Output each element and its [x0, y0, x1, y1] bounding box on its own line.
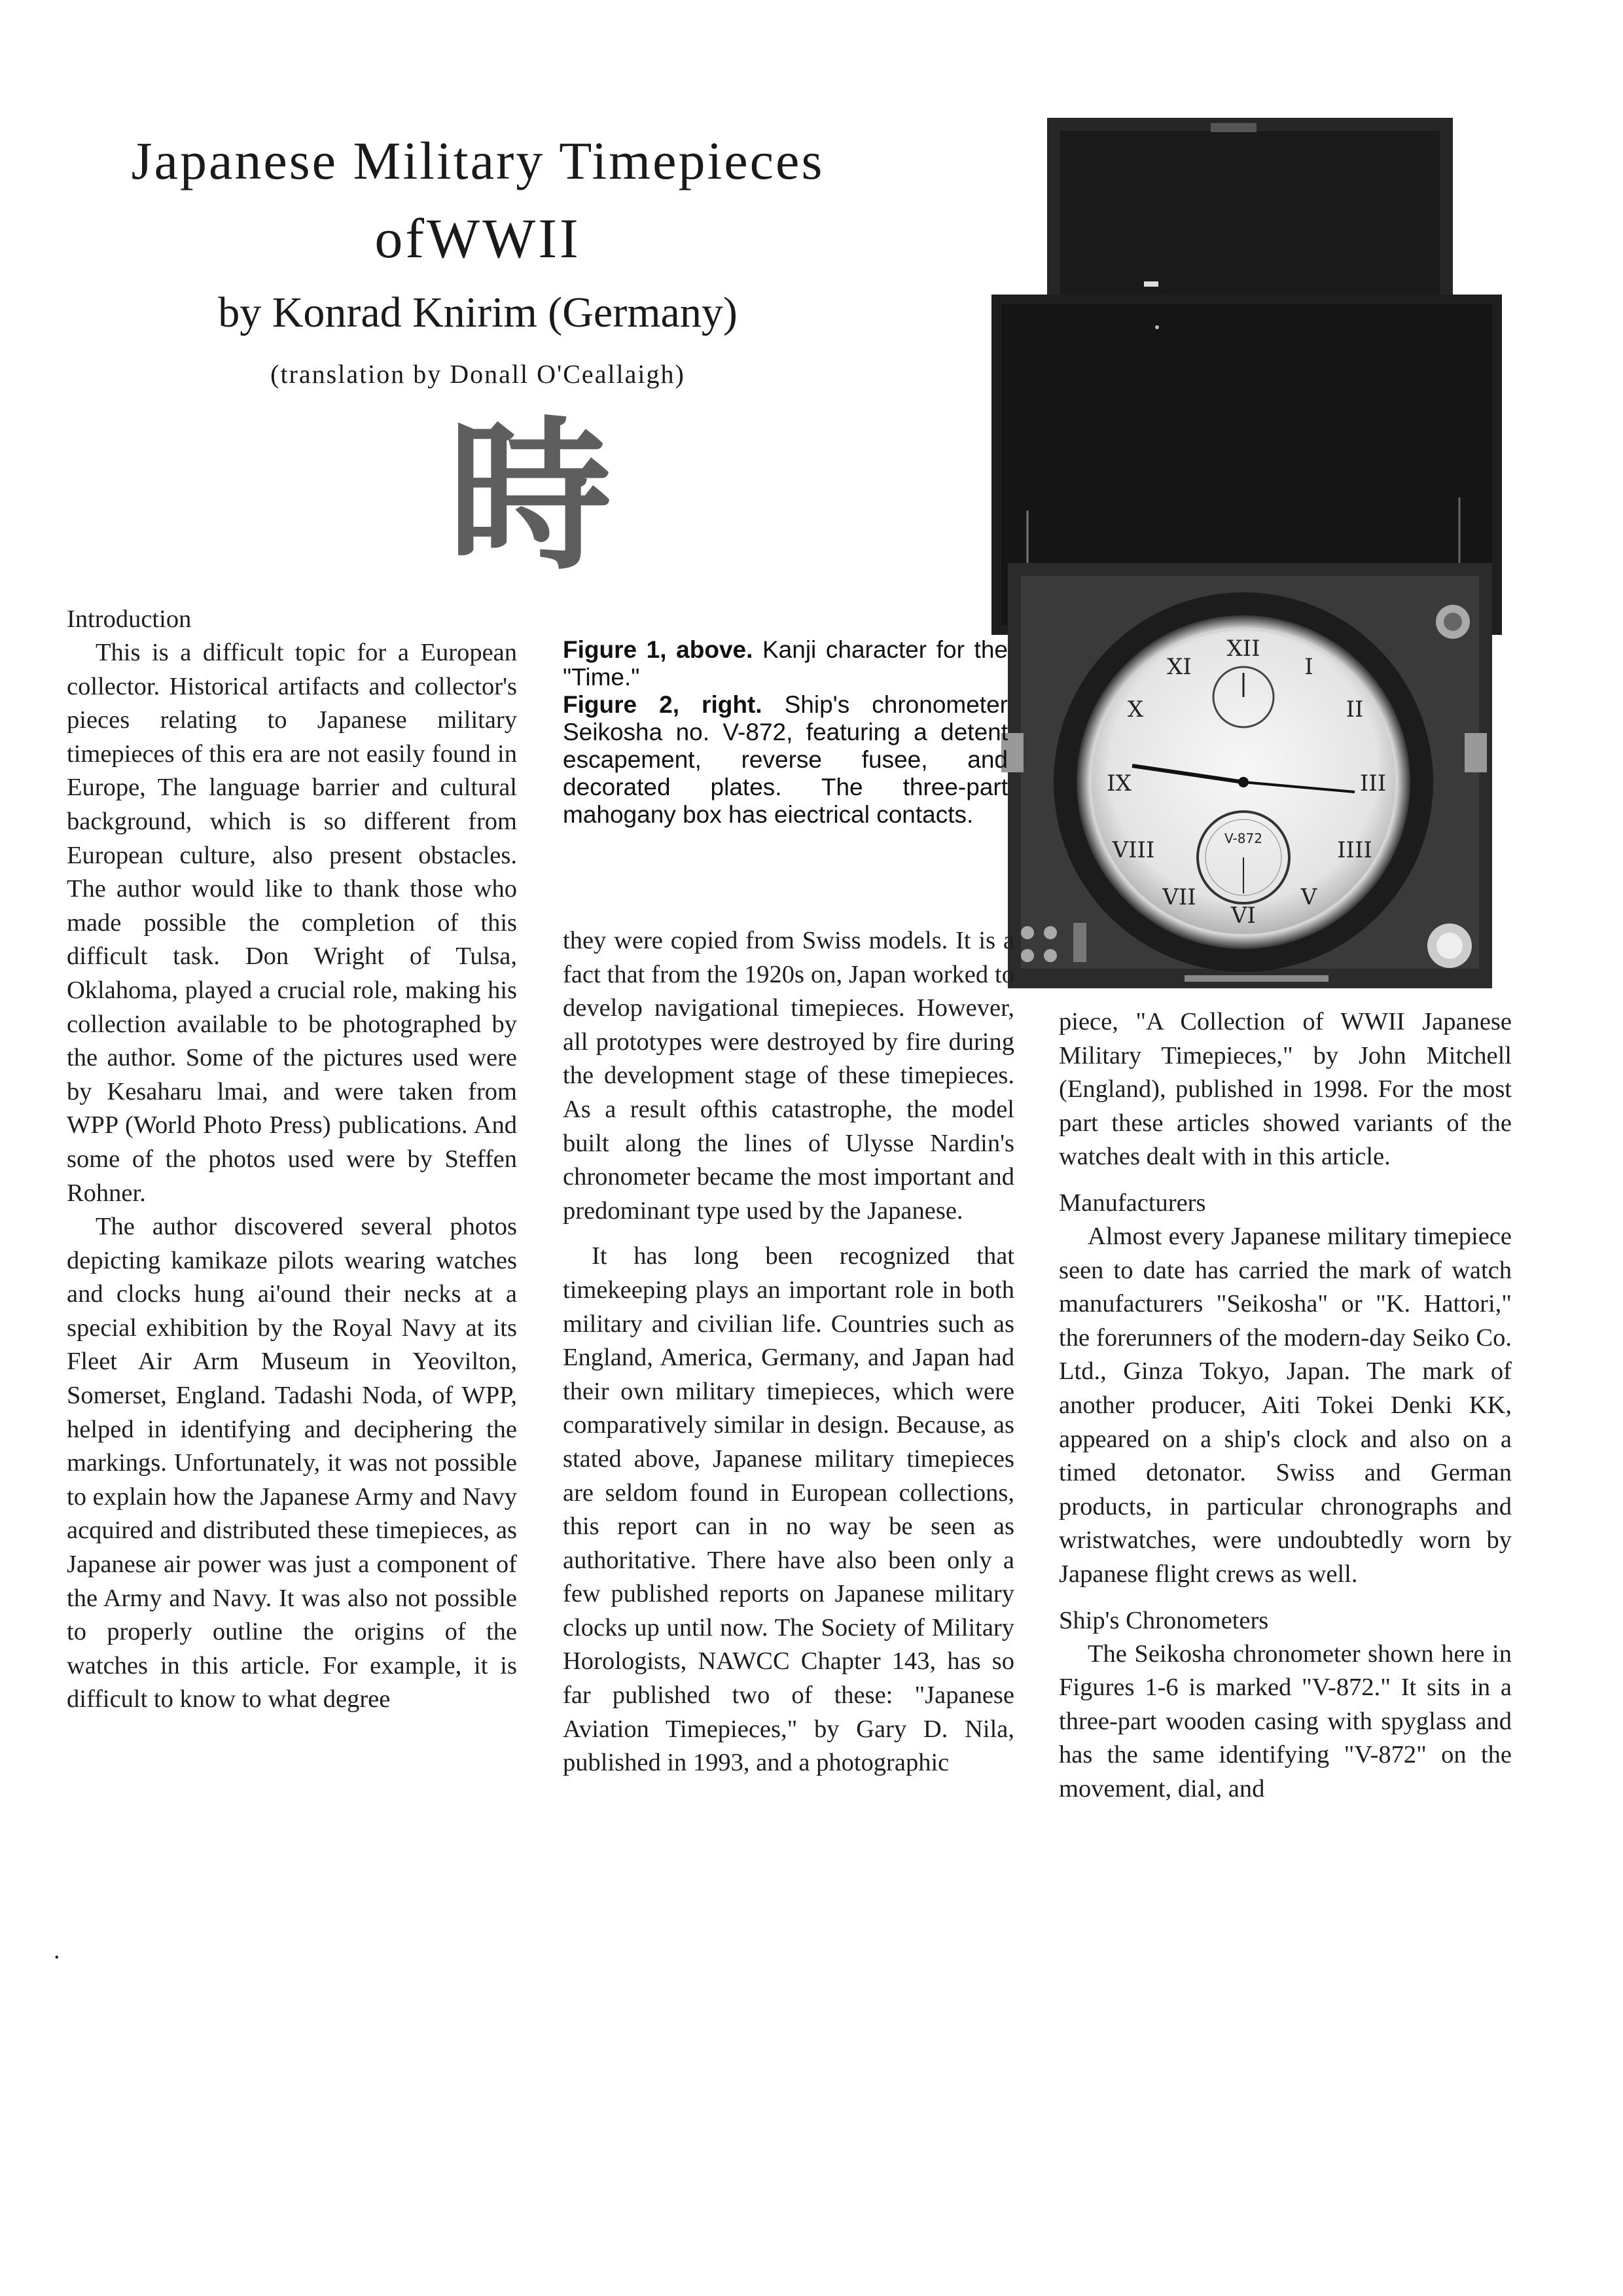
intro-paragraph-2: The author discovered several photos depicting kamikaze pilots wearing watches and clocks hung ai'ound their necks at a special exhibition by the Royal Navy at its Fleet Air Arm Museum in Yeovilton, Somerset, England. Tadashi Noda, of WPP, helped in identifying and deciphering the markings. Unfortunately, it was not possible to explain how the Japanese Army and Navy acquired and distributed these timepieces, as Japanese air power was just a component of the Army and Navy. It was also not possible to properly outline the origins of the watches in this article. For example, it is difficult to know to what degree: [67, 1213, 517, 1713]
svg-text:II: II: [1346, 696, 1364, 723]
svg-text:IX: IX: [1107, 770, 1132, 797]
col2-paragraph-2: It has long been recognized that timekeeping plays an important role in both military and civilian life. Countries such as England, America, Germany, and Japan had their own military timepieces, which were comparatively similar in design. Because, as stated above, Japanese military timepieces are seldom found in European collections, this report can in no way be seen as authoritative. There have also been only a few published reports on Japanese military clocks up until now. The Society of Military Horologists, NAWCC Chapter 143, has so far published two of these: "Japanese Aviation Timepieces," by Gary D. Nila, published in 1993, and a photographic: [563, 1242, 1014, 1777]
svg-text:VII: VII: [1162, 884, 1196, 910]
col3-paragraph-1: piece, "A Collection of WWII Japanese Military Timepieces," by John Mitchell (England), published in 1998. For the most part these articles showed variants of the watches dealt with in this article.: [1059, 1008, 1512, 1171]
intro-paragraph-1: This is a difficult topic for a European collector. Historical artifacts and collector's pieces relating to Japanese military timepieces of this era are not easily found in Europe, The language barrier and cultural background, which is so different from European culture, also present obstacles. The author would like to thank those who made possible the completion of this difficult task. Don Wright of Tulsa, Oklahoma, played a crucial role, making his collection available to be photographed by the author. Some of the pictures used were by Kesaharu lmai, and were taken from WPP (World Photo Press) publications. And some of the photos used were by Steffen Rohner.: [67, 639, 517, 1207]
chronometers-paragraph: The Seikosha chronometer shown here in Figures 1-6 is marked "V-872." It sits in a three-part wooden casing with spyglass and has the same identifying "V-872" on the movement, dial, and: [1059, 1640, 1512, 1803]
svg-text:X: X: [1127, 696, 1144, 723]
kanji-time-figure: 時: [448, 402, 612, 592]
introduction-heading: Introduction: [67, 605, 192, 633]
figure-caption: [563, 636, 1008, 829]
manufacturers-paragraph: Almost every Japanese military timepiece seen to date has carried the mark of watch manufacturers "Seikosha" or "K. Hattori," the forerunners of the modern-day Seiko Co. Ltd., Ginza Tokyo, Japan. The mark of another producer, Aiti Tokei Denki KK, appeared on a ship's clock and also on a timed detonator. Swiss and German products, in particular chronographs and wristwatches, were undoubtedly worn by Japanese flight crews as well.: [1059, 1222, 1512, 1588]
article-title-line2: ofWWII: [374, 207, 581, 270]
figure1-label: Figure 1, above.: [563, 636, 753, 663]
dial-label: V-872: [1224, 831, 1262, 846]
article-title-line1: Japanese Military Timepieces: [131, 131, 825, 190]
column-3: [1059, 1005, 1512, 1806]
byline: by Konrad Knirim (Germany): [218, 289, 738, 336]
svg-text:XI: XI: [1167, 654, 1192, 680]
figure2-text: Ship's chronometer Seikosha no. V-872, featuring a detent escapement, reverse fusee, and decorated plates. The three-part mahogany box has eiectrical contacts.: [563, 691, 1008, 828]
figure1-text: Kanji character for the "Time.": [563, 636, 1008, 691]
translation-credit: (translation by Donall O'Ceallaigh): [270, 359, 685, 389]
svg-text:VIII: VIII: [1112, 837, 1155, 863]
col2-paragraph-1: they were copied from Swiss models. It is a fact that from the 1920s on, Japan worked to develop navigational timepieces. However, all prototypes were destroyed by fire during the development stage of these timepieces. As a result ofthis catastrophe, the model built along the lines of Ulysse Nardin's chronometer became the most important and predominant type used by the Japanese.: [563, 927, 1014, 1225]
svg-text:I: I: [1304, 654, 1313, 680]
svg-text:IIII: IIII: [1337, 837, 1372, 863]
svg-text:III: III: [1359, 770, 1387, 797]
chronometer-photo: [936, 105, 1525, 995]
svg-text:XII: XII: [1226, 636, 1260, 662]
figure2-label: Figure 2, right.: [563, 691, 762, 718]
stray-mark: .: [54, 1937, 60, 1964]
svg-text:V: V: [1300, 884, 1317, 910]
ships-chronometers-heading: Ship's Chronometers: [1059, 1606, 1269, 1634]
svg-text:VI: VI: [1231, 903, 1256, 929]
manufacturers-heading: Manufacturers: [1059, 1189, 1206, 1217]
column-1: [67, 602, 517, 1717]
column-2: [563, 924, 1014, 1780]
